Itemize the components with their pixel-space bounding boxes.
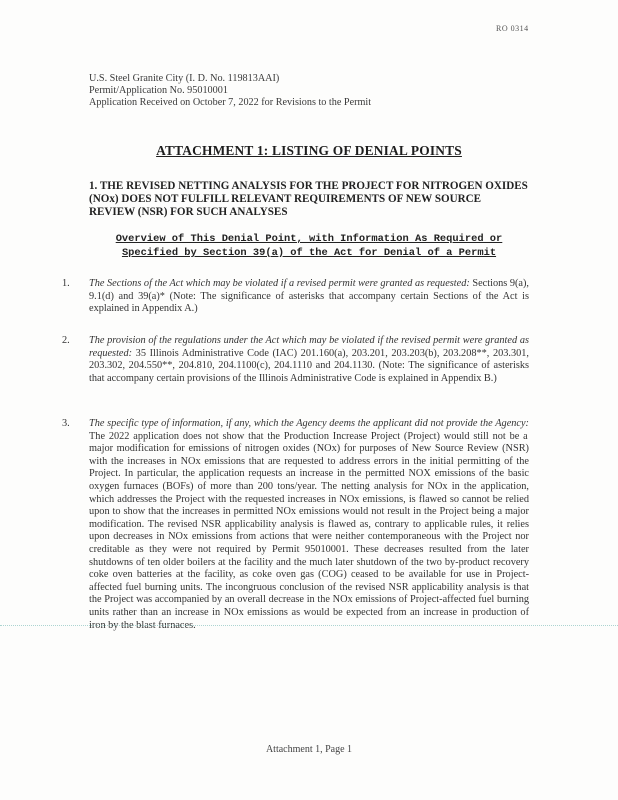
permit-number-line: Permit/Application No. 95010001 [89,85,228,96]
scan-artifact-line [0,625,618,626]
list-item-lead: The Sections of the Act which may be violated if a revised permit were granted as requested: [89,278,470,289]
page-title: ATTACHMENT 1: LISTING OF DENIAL POINTS [156,143,462,158]
section-heading: 1. THE REVISED NETTING ANALYSIS FOR THE PROJECT FOR NITROGEN OXIDES (NOx) DOES NOT FULFILL RELEVANT REQUIREMENTS OF NEW SOURCE REVIEW (NSR) FOR SUCH ANALYSES [89,180,528,219]
application-date-line: Application Received on October 7, 2022 for Revisions to the Permit [89,97,372,108]
list-item-body [89,278,529,316]
facility-line: U.S. Steel Granite City (I. D. No. 119813AAI) [89,73,280,84]
page-footer: Attachment 1, Page 1 [265,744,353,755]
overview-line-1: Overview of This Denial Point, with Information As Required or [115,233,503,245]
list-item-lead: The provision of the regulations under the Act which may be violated if the revised permit were granted as requested: [89,335,529,359]
overview-line-2: Specified by Section 39(a) of the Act for Denial of a Permit [121,247,497,259]
overview-heading [0,232,618,260]
permit-header [89,73,371,109]
list-item-body [89,418,529,632]
list-item-number: 1. [62,278,70,289]
document-id: RO 0314 [496,24,529,33]
list-item-number: 3. [62,418,70,429]
list-item-number: 2. [62,335,70,346]
list-item-text: The 2022 application does not show that the Production Increase Project (Project) would still not be a major modification for emissions of nitrogen oxides (NOx) for purposes of New Source Review (NSR) with the increases in NOx emissions that are requested to address errors in the initial permitting of the Project. In particular, the application requests an increase in the permitted NOX emissions of the basic oxygen furnaces (BOFs) of more than 200 tons/year. The netting analysis for NOx in the application, which addresses the Project with the requested increases in NOx emissions, is flawed so cannot be relied upon to show that the increases in permitted NOx emissions would not result in the Project being a major modification. The revised NSR applicability analysis is flawed as, contrary to applicable rules, it relies upon decreases in NOx emissions from actions that were neither contemporaneous with the Project nor creditable as they were not required by Permit 95010001. These decreases resulted from the later shutdowns of ten older boilers at the facility and the much later shutdown of the two by-product recovery coke oven batteries at the facility, as coke oven gas (COG) ceased to be available for use in Project-affected fuel burning units. The incongruous conclusion of the revised NSR applicability analysis is that the Project was accompanied by an overall decrease in the NOx emissions of Project-affected fuel burning units rather than an increase in NOx emissions as would be expected from an increase in production of iron by the blast furnaces. [89,430,529,631]
list-item-body [89,335,529,385]
list-item-text: Sections 9(a), 9.1(d) and 39(a)* (Note: The significance of asterisks that accompany certain Sections of the Act is explained in Appendix A.) [89,278,529,315]
list-item-lead: The specific type of information, if any, which the Agency deems the applicant did not provide the Agency: [89,418,529,429]
list-item-text: 35 Illinois Administrative Code (IAC) 201.160(a), 203.201, 203.203(b), 203.208**, 203.301, 203.302, 204.550**, 204.810, 204.1100(c), 204.1110 and 204.1130. (Note: The significance of asterisks that accompany certain provisions of the Illinois Administrative Code is explained in Appendix B.) [89,347,529,384]
